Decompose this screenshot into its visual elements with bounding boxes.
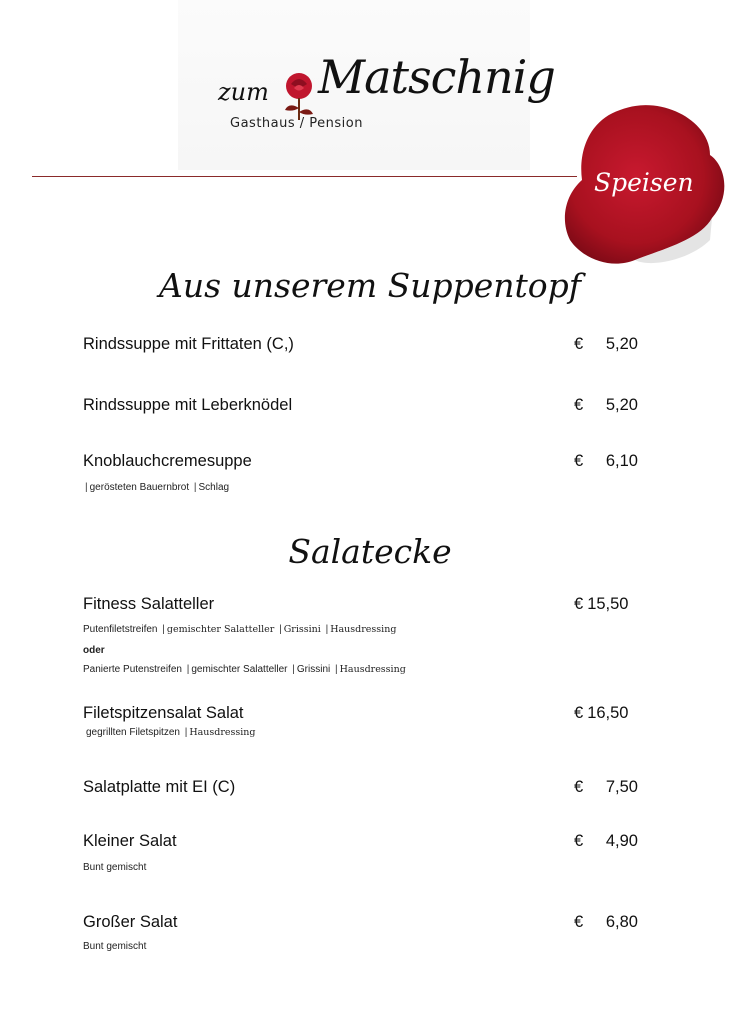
section-title-soups: Aus unserem Suppentopf <box>159 266 581 305</box>
header-divider <box>32 176 577 177</box>
section-tag-speisen: Speisen <box>594 168 694 197</box>
item-name: Kleiner Salat <box>83 832 177 850</box>
price-value: 4,90 <box>605 832 638 850</box>
item-name: Großer Salat <box>83 913 178 931</box>
price-value: 16,50 <box>587 704 629 722</box>
detail: gemischter Salatteller <box>166 624 275 635</box>
detail: Grissini <box>283 624 321 635</box>
logo-name-text: Matschnig <box>318 50 555 104</box>
detail: Hausdressing <box>330 624 397 635</box>
detail: Putenfiletstreifen <box>83 624 158 635</box>
detail: gerösteten Bauernbrot <box>89 482 190 493</box>
section-title-salads: Salatecke <box>288 532 452 571</box>
currency-symbol: € <box>574 452 584 470</box>
item-details: | gerösteten Bauernbrot | Schlag <box>85 482 230 493</box>
item-details: gegrillten Filetspitzen | Hausdressing <box>86 727 256 738</box>
item-name: Fitness Salatteller <box>83 595 215 613</box>
item-note: Bunt gemischt <box>83 941 147 952</box>
currency-symbol: € <box>574 396 584 414</box>
item-name: Rindssuppe mit Frittaten (C,) <box>83 335 294 353</box>
item-name: Knoblauchcremesuppe <box>83 452 252 470</box>
item-price <box>574 704 638 723</box>
price-value: 15,50 <box>587 595 629 613</box>
currency-symbol: € <box>574 913 584 931</box>
price-value: 5,20 <box>605 396 638 414</box>
detail: Hausdressing <box>189 727 256 738</box>
price-value: 6,10 <box>605 452 638 470</box>
price-value: 7,50 <box>605 778 638 796</box>
detail: Schlag <box>198 482 230 493</box>
item-price <box>574 595 638 614</box>
detail: gegrillten Filetspitzen <box>86 727 180 738</box>
item-name: Rindssuppe mit Leberknödel <box>83 396 293 414</box>
logo-zum-text: zum <box>218 78 269 106</box>
detail: Hausdressing <box>339 664 406 675</box>
currency-symbol: € <box>574 704 584 722</box>
price-value: 5,20 <box>605 335 638 353</box>
currency-symbol: € <box>574 335 584 353</box>
detail: Panierte Putenstreifen <box>83 664 182 675</box>
item-details-alt: Panierte Putenstreifen | gemischter Salatteller | Grissini | Hausdressing <box>83 664 406 675</box>
item-note: Bunt gemischt <box>83 862 147 873</box>
price-value: 6,80 <box>605 913 638 931</box>
item-name: Filetspitzensalat Salat <box>83 704 244 722</box>
logo-subtitle: Gasthaus / Pension <box>230 116 363 131</box>
item-name: Salatplatte mit EI (C) <box>83 778 236 796</box>
logo <box>178 0 555 170</box>
item-details: Putenfiletstreifen | gemischter Salatteller | Grissini | Hausdressing <box>83 624 397 635</box>
currency-symbol: € <box>574 595 584 613</box>
detail: gemischter Salatteller <box>191 664 288 675</box>
currency-symbol: € <box>574 778 584 796</box>
rose-icon <box>278 70 320 122</box>
or-separator: oder <box>83 645 105 656</box>
currency-symbol: € <box>574 832 584 850</box>
detail: Grissini <box>296 664 331 675</box>
